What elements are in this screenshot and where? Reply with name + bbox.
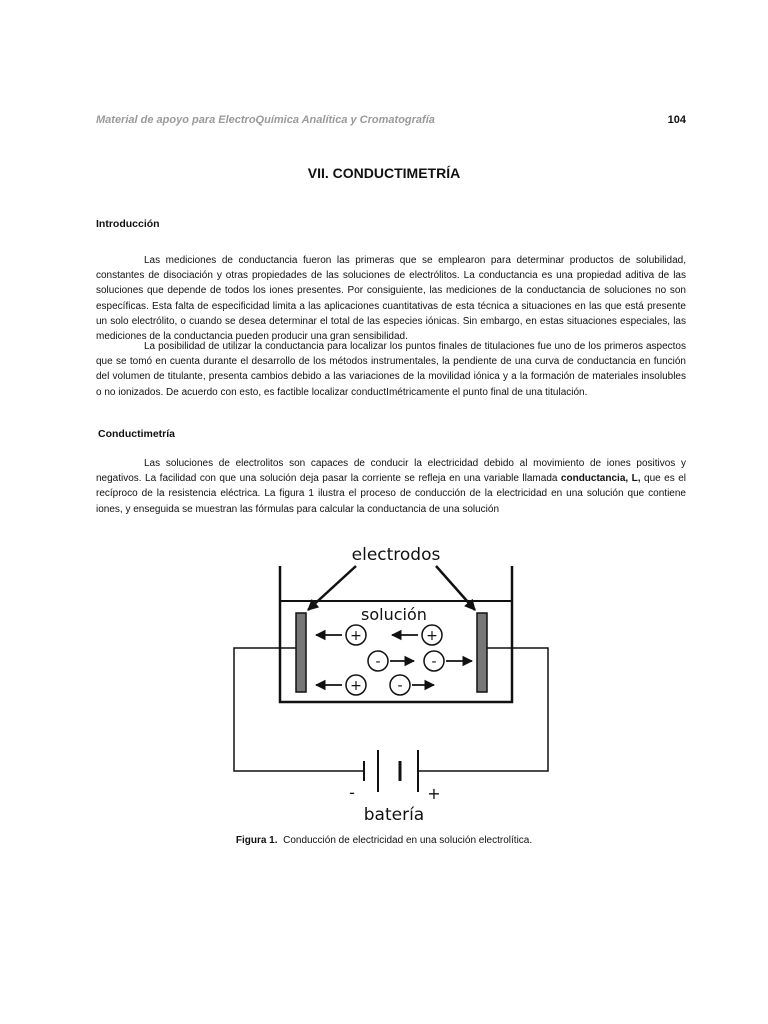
right-electrode-pointer bbox=[436, 566, 475, 610]
intro-paragraph-1 bbox=[96, 253, 686, 344]
chapter-title: VII. CONDUCTIMETRÍA bbox=[307, 165, 461, 181]
battery-minus: - bbox=[349, 783, 355, 802]
right-electrode bbox=[477, 613, 487, 692]
figure-caption bbox=[0, 835, 768, 846]
conductimetria-text-before: Las soluciones de electrolitos son capaces de conducir la electricidad debido al movimiento de iones positivos y negativos. La facilidad con que una solución deja pasar la corriente se refleja en una variable llamada bbox=[96, 458, 686, 485]
running-header bbox=[96, 114, 686, 126]
intro-paragraph-1-text: Las mediciones de conductancia fueron las primeras que se emplearon para determinar productos de solubilidad, constantes de disociación y otras propiedades de las soluciones de electrólitos. La conductancia es una propiedad aditiva de las soluciones que depende de todos los iones presentes. Por consiguiente, las mediciones de la conductancia de soluciones no son específicas. Esta falta de especificidad limita a las aplicaciones cuantitativas de esta técnica a situaciones en las que está presente un solo electrólito, o cuando se desea determinar el total de las especies iónicas. Sin embargo, en estas situaciones especiales, las mediciones de la conductancia pueden producir una gran sensibilidad. bbox=[96, 255, 686, 343]
conductancia-term: conductancia, L, bbox=[560, 473, 641, 485]
intro-heading: Introducción bbox=[96, 218, 160, 230]
left-electrode-pointer bbox=[308, 566, 356, 610]
figure-caption-text: Conducción de electricidad en una solución electrolítica. bbox=[283, 835, 533, 846]
electrodes-label: electrodos bbox=[351, 545, 441, 565]
conductimetria-paragraph bbox=[96, 456, 686, 517]
page-number: 104 bbox=[667, 114, 686, 126]
left-electrode bbox=[296, 613, 306, 692]
conductimetria-heading: Conductimetría bbox=[98, 428, 176, 440]
anion-symbol: - bbox=[397, 678, 403, 694]
battery-label: batería bbox=[363, 805, 425, 825]
intro-paragraph-2-text: La posibilidad de utilizar la conductancia para localizar los puntos finales de titulaciones fue uno de los primeros aspectos que se tomó en cuenta durante el desarrollo de los métodos instrumentales, la pendiente de una curva de conductancia en función del volumen de titulante, presenta cambios debido a las variaciones de la movilidad iónica y a la formación de materiales insolubles o no ionizados. De acuerdo con esto, es factible localizar conductImétricamente el punto final de una titulación. bbox=[96, 341, 686, 398]
anion-symbol: - bbox=[375, 654, 381, 670]
solution-label: solución bbox=[361, 605, 427, 624]
cation-symbol: + bbox=[350, 628, 362, 644]
anion-symbol: - bbox=[431, 654, 437, 670]
cation-symbol: + bbox=[426, 628, 438, 644]
conductimetria-text-after: que es el recíproco de la resistencia eléctrica. La figura 1 ilustra el proceso de conducción de la electricidad en una solución que contiene iones, y enseguida se muestran las fórmulas para calcular la conductancia de una solución bbox=[96, 473, 686, 515]
running-header-title: Material de apoyo para ElectroQuímica Analítica y Cromatografía bbox=[96, 114, 435, 126]
intro-paragraph-2 bbox=[96, 339, 686, 400]
figure-caption-label: Figura 1. bbox=[235, 835, 278, 846]
conduction-figure bbox=[228, 536, 560, 828]
cation-symbol: + bbox=[350, 678, 362, 694]
battery-plus: + bbox=[427, 784, 441, 803]
